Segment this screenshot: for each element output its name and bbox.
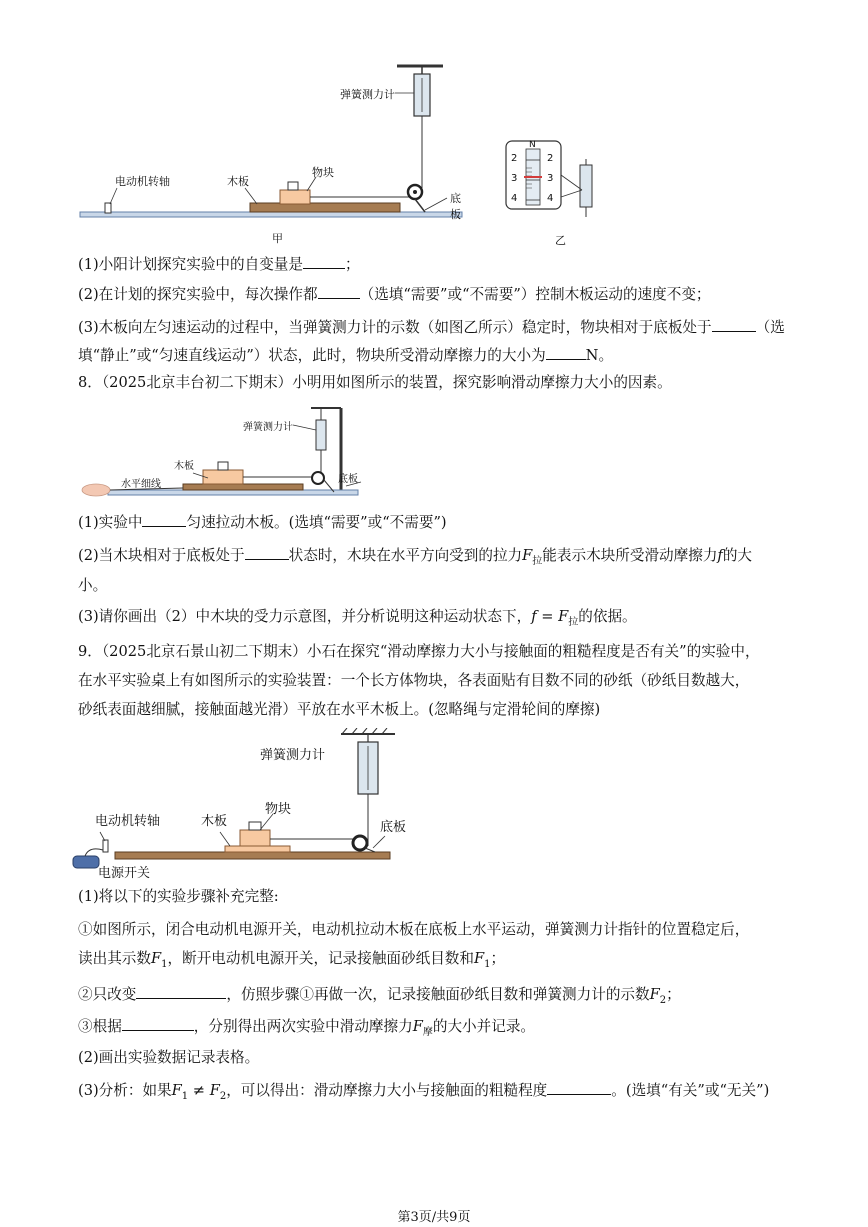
figure-1b bbox=[500, 135, 615, 250]
answer-blank[interactable] bbox=[245, 545, 289, 560]
answer-blank[interactable] bbox=[318, 284, 360, 299]
answer-blank[interactable] bbox=[136, 984, 226, 999]
q9-stem-3: 砂纸表面越细腻，接触面越光滑）平放在水平木板上。(忽略绳与定滑轮间的摩擦) bbox=[78, 701, 601, 718]
fig1-caption-b: 乙 bbox=[555, 234, 566, 247]
q7-p2-text: (2)在计划的探究实验中，每次操作都 bbox=[78, 286, 318, 303]
fig1b-tick-2r: 2 bbox=[547, 153, 554, 164]
q9-step1b bbox=[78, 948, 808, 976]
answer-blank[interactable] bbox=[303, 254, 345, 269]
fig1-label-base: 底板 bbox=[450, 192, 461, 221]
q9-fig-base: 底板 bbox=[380, 820, 407, 835]
q9-s1b-text: 读出其示数 bbox=[78, 950, 151, 967]
q7-p1-text: (1)小阳计划探究实验中的自变量是 bbox=[78, 256, 303, 273]
force-symbol: F bbox=[558, 608, 569, 625]
force-subscript: 摩 bbox=[422, 1026, 433, 1038]
force-subscript: 2 bbox=[219, 1090, 227, 1102]
q8-fig-thread: 水平细线 bbox=[121, 479, 161, 490]
q8-p2-mid2: 能表示木块所受滑动摩擦力 bbox=[542, 547, 718, 564]
q8-stem: 8．（2025北京丰台初二下期末）小明用如图所示的装置，探究影响滑动摩擦力大小的因素。 bbox=[78, 374, 672, 391]
q9-step2 bbox=[78, 984, 808, 1012]
friction-symbol: f bbox=[531, 608, 537, 625]
force-symbol: F bbox=[522, 547, 533, 564]
force-symbol: F bbox=[473, 950, 485, 967]
q9-s3-suffix: 的大小并记录。 bbox=[432, 1018, 536, 1035]
fig1b-tick-2: 2 bbox=[511, 153, 518, 164]
q9-s3-text: ③根据 bbox=[78, 1018, 122, 1035]
q9-step1a: ①如图所示，闭合电动机电源开关，电动机拉动木板在底板上水平运动，弹簧测力计指针的位置稳定后， bbox=[78, 921, 750, 938]
q9-s3-mid: ，分别得出两次实验中滑动摩擦力 bbox=[193, 1018, 413, 1035]
q8-fig-spring-scale: 弹簧测力计 bbox=[243, 422, 293, 433]
q9-p3-suffix: 。(选填“有关”或“无关”) bbox=[611, 1082, 770, 1099]
q7-p2-suffix: （选填“需要”或“不需要”）控制木板运动的速度不变； bbox=[359, 286, 711, 303]
q9-s1b-mid: ，断开电动机电源开关，记录接触面砂纸目数和 bbox=[167, 950, 474, 967]
answer-blank[interactable] bbox=[142, 512, 186, 527]
q9-part1: (1)将以下的实验步骤补充完整: bbox=[78, 888, 279, 905]
equals: = bbox=[536, 608, 559, 625]
force-symbol: F bbox=[150, 950, 162, 967]
fig1b-tick-3: 3 bbox=[511, 173, 518, 184]
force-subscript: 1 bbox=[181, 1090, 189, 1102]
force-symbol: F bbox=[412, 1018, 423, 1035]
q9-stem-1: 9．（2025北京石景山初二下期末）小石在探究“滑动摩擦力大小与接触面的粗糙程度是否有关”的实验中， bbox=[78, 643, 760, 660]
q8-part2 bbox=[78, 545, 808, 573]
q8-part3 bbox=[78, 606, 808, 634]
force-symbol: F bbox=[171, 1082, 182, 1099]
q9-step3 bbox=[78, 1016, 808, 1044]
q8-p3-text: (3)请你画出（2）中木块的受力示意图，并分析说明这种运动状态下， bbox=[78, 608, 532, 625]
friction-symbol: f bbox=[717, 547, 723, 564]
q8-p2-text: (2)当木块相对于底板处于 bbox=[78, 547, 245, 564]
q9-fig-board: 木板 bbox=[201, 814, 228, 829]
fig1-caption-a: 甲 bbox=[272, 232, 283, 245]
q9-fig-block: 物块 bbox=[265, 802, 292, 817]
fig1-label-block: 物块 bbox=[312, 166, 334, 179]
fig1b-tick-4: 4 bbox=[511, 193, 518, 204]
q9-part2: (2)画出实验数据记录表格。 bbox=[78, 1049, 260, 1066]
q8-p1-text: (1)实验中 bbox=[78, 514, 143, 531]
q9-fig-spring-scale: 弹簧测力计 bbox=[260, 748, 326, 763]
q9-p3-mid: ，可以得出：滑动摩擦力大小与接触面的粗糙程度 bbox=[226, 1082, 548, 1099]
force-subscript: 1 bbox=[161, 958, 168, 970]
figure-1a bbox=[75, 60, 470, 255]
q8-p3-suffix: 的依据。 bbox=[578, 608, 637, 625]
force-symbol: F bbox=[649, 986, 660, 1003]
q9-fig-switch: 电源开关 bbox=[98, 866, 151, 881]
force-subscript: 拉 bbox=[568, 616, 579, 628]
answer-blank[interactable] bbox=[547, 1080, 611, 1095]
q7-part2 bbox=[78, 284, 808, 306]
q7-p3-text2: （选填“静止”或“匀速直线运动”）状态，此时，物块所受滑动摩擦力的大小为 bbox=[78, 319, 785, 364]
q9-s1b-suffix: ； bbox=[490, 950, 506, 967]
fig1b-tick-3r: 3 bbox=[547, 173, 554, 184]
q7-p3-text: (3)木板向左匀速运动的过程中，当弹簧测力计的示数（如图乙所示）稳定时，物块相对于底板处于 bbox=[78, 319, 712, 336]
q7-p1-suffix: ； bbox=[345, 256, 360, 273]
q8-part1 bbox=[78, 512, 808, 534]
force-symbol: F bbox=[209, 1082, 220, 1099]
q9-fig-motor-shaft: 电动机转轴 bbox=[95, 814, 161, 829]
fig1b-tick-4r: 4 bbox=[547, 193, 554, 204]
force-subscript: 2 bbox=[659, 994, 667, 1006]
q7-part3 bbox=[78, 314, 808, 370]
q8-p1-suffix: 匀速拉动木板。(选填“需要”或“不需要”) bbox=[186, 514, 447, 531]
fig1-label-motor-shaft: 电动机转轴 bbox=[115, 175, 170, 188]
fig1-label-board: 木板 bbox=[227, 175, 249, 188]
q8-fig-board: 木板 bbox=[174, 461, 194, 472]
fig1b-unit: N bbox=[529, 140, 536, 150]
fig1-label-spring-scale: 弹簧测力计 bbox=[340, 88, 395, 101]
q9-part3 bbox=[78, 1080, 808, 1108]
q9-s2-mid: ，仿照步骤①再做一次，记录接触面砂纸目数和弹簧测力计的示数 bbox=[226, 986, 650, 1003]
q8-p2-mid: 状态时，木块在水平方向受到的拉力 bbox=[288, 547, 523, 564]
q8-part2-cont: 小。 bbox=[78, 577, 108, 594]
q7-p3-text3: N。 bbox=[585, 347, 614, 364]
not-equal: ≠ bbox=[188, 1082, 210, 1099]
q9-s2-suffix: ； bbox=[666, 986, 681, 1003]
q8-fig-base: 底板 bbox=[338, 474, 358, 485]
force-subscript: 拉 bbox=[532, 555, 543, 567]
q9-stem-2: 在水平实验桌上有如图所示的实验装置：一个长方体物块，各表面贴有目数不同的砂纸（砂纸目数越大， bbox=[78, 672, 750, 689]
q7-part1 bbox=[78, 254, 808, 276]
page-footer: 第3页/共9页 bbox=[397, 1210, 471, 1225]
answer-blank[interactable] bbox=[712, 317, 756, 332]
figure-q9 bbox=[65, 728, 410, 881]
figure-q8 bbox=[78, 400, 368, 505]
q8-p2-suffix: 的大 bbox=[722, 547, 753, 564]
answer-blank[interactable] bbox=[546, 345, 586, 360]
q9-s2-text: ②只改变 bbox=[78, 986, 137, 1003]
answer-blank[interactable] bbox=[122, 1016, 194, 1031]
force-subscript: 1 bbox=[484, 958, 491, 970]
q9-p3-text: (3)分析：如果 bbox=[78, 1082, 172, 1099]
